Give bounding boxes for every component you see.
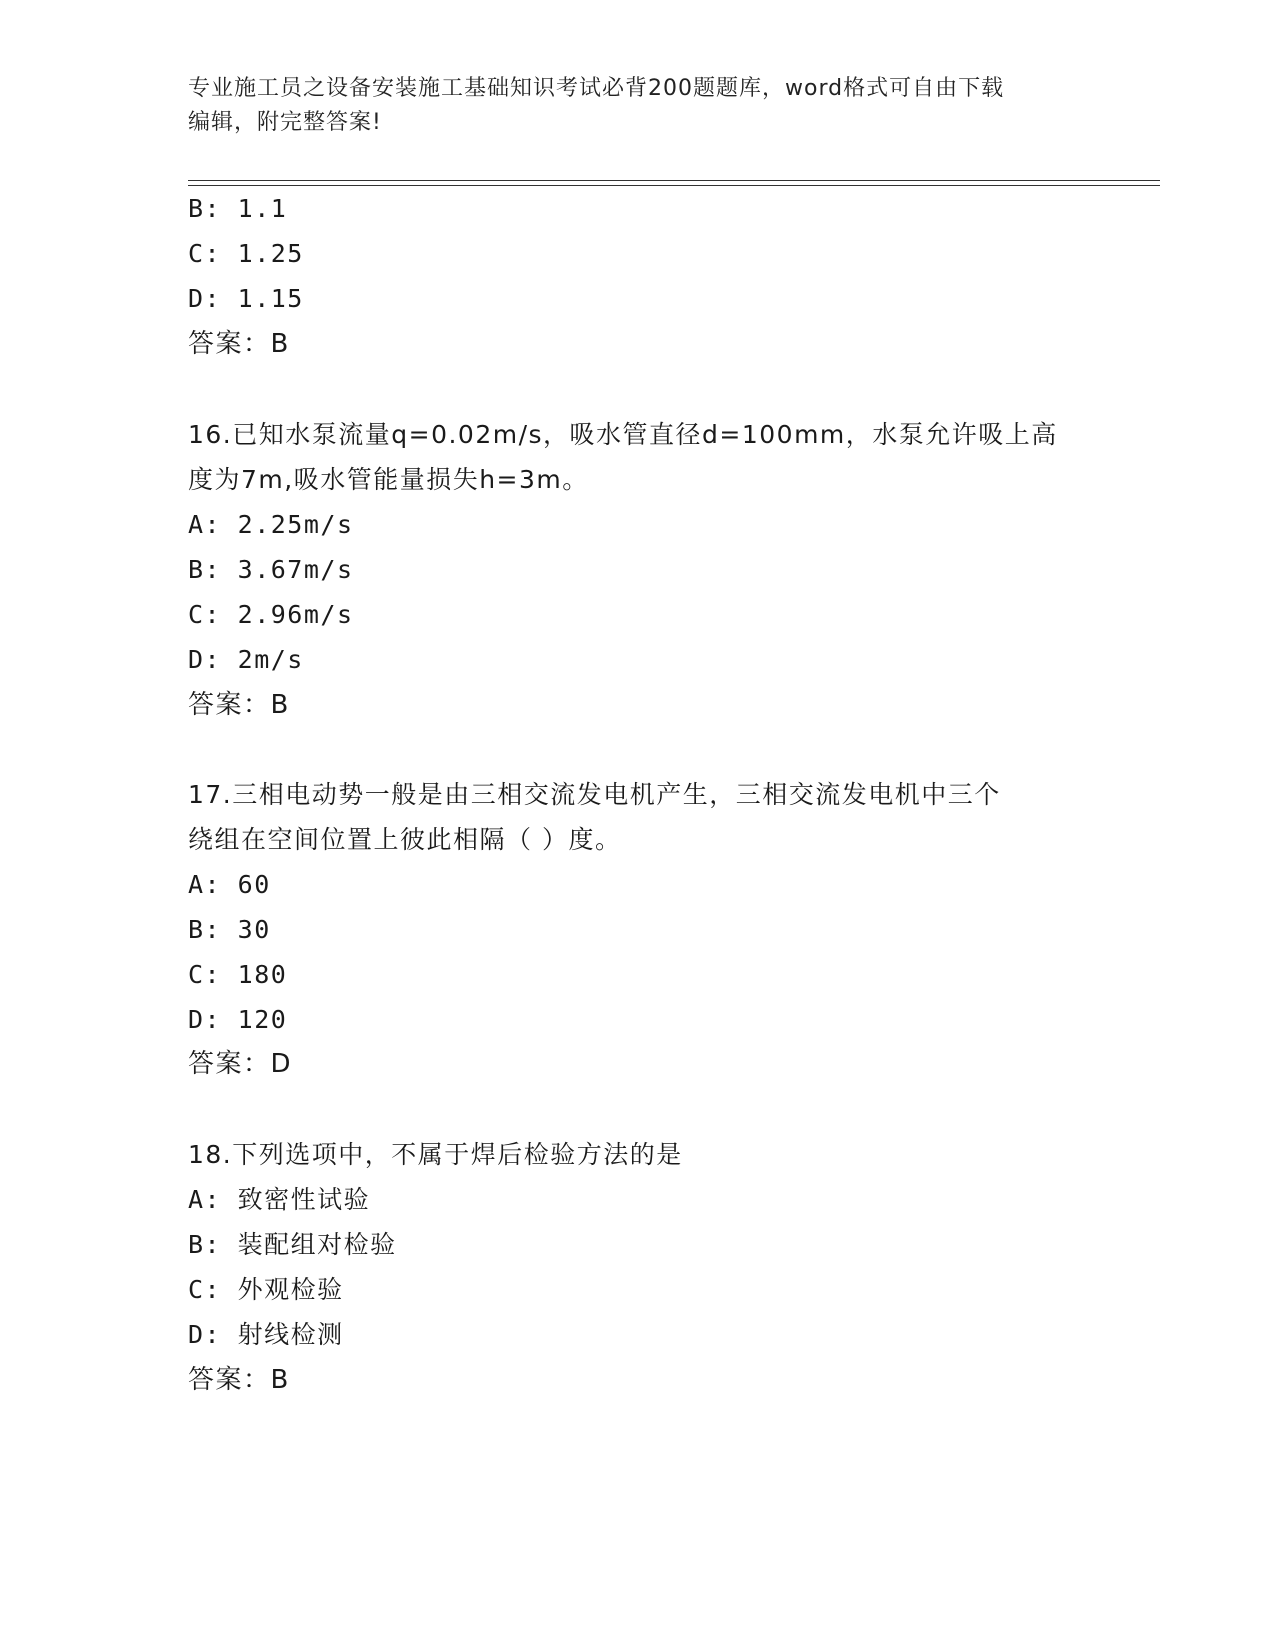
question-line: 17.三相电动势一般是由三相交流发电机产生，三相交流发电机中三个 xyxy=(188,780,1001,809)
option-line: C: 2.96m/s xyxy=(188,600,354,629)
header-rule-top xyxy=(188,180,1160,181)
option-line: A: 2.25m/s xyxy=(188,510,354,539)
answer-line: 答案：B xyxy=(188,1365,290,1395)
header-line-2: 编辑，附完整答案! xyxy=(188,110,382,135)
option-line: B: 3.67m/s xyxy=(188,555,354,584)
option-line: B: 30 xyxy=(188,915,271,944)
option-line: A: 60 xyxy=(188,870,271,899)
option-line: C: 1.25 xyxy=(188,239,304,268)
document-header xyxy=(188,72,1088,140)
answer-line: 答案：B xyxy=(188,329,290,359)
header-rule-bottom xyxy=(188,185,1160,186)
answer-line: 答案：D xyxy=(188,1049,293,1079)
question-line: 绕组在空间位置上彼此相隔（ ）度。 xyxy=(188,825,622,854)
question-line: 18.下列选项中，不属于焊后检验方法的是 xyxy=(188,1140,683,1169)
option-line: C: 180 xyxy=(188,960,288,989)
option-line: B: 1.1 xyxy=(188,194,288,223)
question-line: 16.已知水泵流量q=0.02m/s，吸水管直径d=100mm，水泵允许吸上高 xyxy=(188,420,1058,449)
option-line: D: 1.15 xyxy=(188,284,304,313)
option-line: B: 装配组对检验 xyxy=(188,1230,397,1259)
option-line: A: 致密性试验 xyxy=(188,1185,371,1214)
option-line: D: 120 xyxy=(188,1005,288,1034)
option-line: C: 外观检验 xyxy=(188,1275,344,1304)
option-line: D: 2m/s xyxy=(188,645,304,674)
question-line: 度为7m,吸水管能量损失h=3m。 xyxy=(188,465,589,494)
header-line-1: 专业施工员之设备安装施工基础知识考试必背200题题库，word格式可自由下载 xyxy=(188,76,1005,101)
option-line: D: 射线检测 xyxy=(188,1320,344,1349)
answer-line: 答案：B xyxy=(188,690,290,720)
